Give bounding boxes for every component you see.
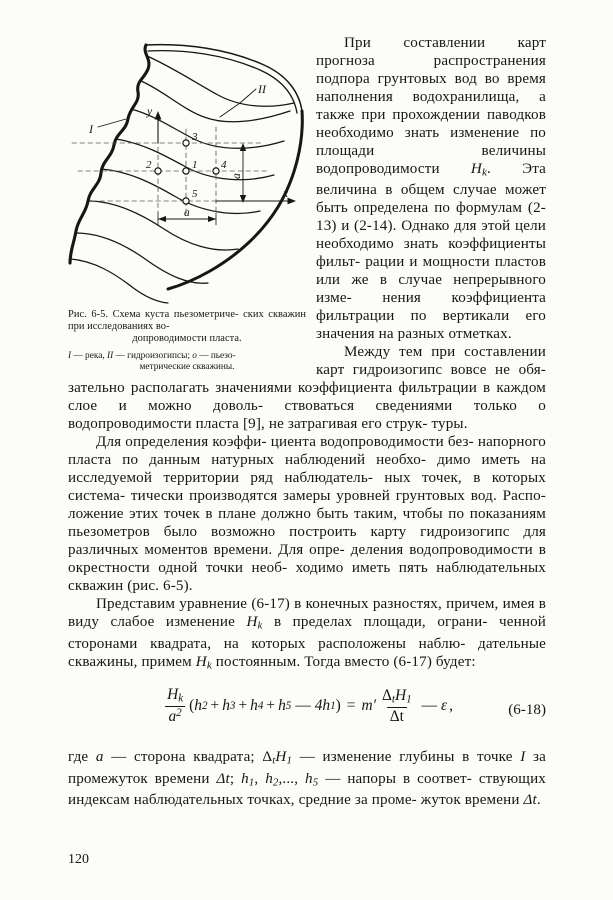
leader-line-river <box>98 119 126 127</box>
figure-caption <box>68 309 306 345</box>
lhs-den-a-sup: 2 <box>176 707 182 720</box>
p3-line-17: окрестности одной точки необ- <box>68 560 288 577</box>
equation-rhs-fraction <box>379 688 415 725</box>
eq-h2-sub: 2 <box>201 700 208 713</box>
equation-block <box>68 685 546 739</box>
p2-line-7: туры. <box>431 416 468 433</box>
eq-minus-2: — <box>421 697 437 715</box>
p5-line-1a: где <box>68 749 96 766</box>
well-marker-4 <box>213 168 219 174</box>
p3-line-14: гидроизогипс для различных <box>68 524 546 559</box>
p5-point-I: I <box>520 749 526 766</box>
well-marker-5 <box>183 198 189 204</box>
p5-line-2b: ; <box>229 770 242 787</box>
p2-line-4: ствоваться сведениями только <box>284 398 517 415</box>
eq-m-prime: m′ <box>361 697 376 715</box>
variable-Hk-3-subscript: k <box>206 659 212 672</box>
p3-line-6: территории ряд наблюдатель- <box>163 470 374 487</box>
caption-line-2: ских скважин при исследованиях во- <box>68 309 307 332</box>
equation-number: (6-18) <box>508 702 546 719</box>
rhs-num-H: H <box>394 686 407 704</box>
lhs-numerator <box>164 687 186 706</box>
eq-h3-sub: 3 <box>229 700 236 713</box>
p5-delta: Δ <box>262 749 273 766</box>
rhs-den-dt: Δt <box>389 707 404 725</box>
p3-line-2: циента водопроводимости без- <box>270 434 474 451</box>
equation-lhs-fraction <box>164 687 186 725</box>
p1-line-8: нения коэффициента фильтрации по вертикали его значения на <box>316 290 546 343</box>
variable-Hk-2-subscript: k <box>257 619 263 632</box>
p1-line-4a: площади величины водопроводимости <box>316 143 546 177</box>
p3-line-13: возможно построить карту <box>211 524 407 541</box>
p1-line-7: рации и мощности пластов или же в случае непрерывного изме- <box>316 254 546 307</box>
p3-line-4: натурных наблюдений необхо- <box>211 452 427 469</box>
figure-6-5 <box>68 37 306 373</box>
p5-line-1c: — изменение глубины в точке <box>292 749 521 766</box>
dim-v-arrow-top <box>240 143 246 151</box>
p4-line-2a: имея в виду слабое изменение <box>68 596 547 631</box>
figure-image <box>68 37 306 305</box>
p1-line-5: случае может быть определена по формулам (2-13) и (2-14). <box>316 182 546 235</box>
axis-y-arrowhead <box>155 111 162 120</box>
leader-line-hydroisohypse-b <box>220 103 240 117</box>
legend-text-river: — река, <box>71 351 107 361</box>
p5-h1-sub: 1 <box>248 775 255 788</box>
label-well-5: 5 <box>192 188 198 200</box>
p2-line-3: в каждом слое и можно доволь- <box>68 380 546 415</box>
leader-line-hydroisohypse-a <box>240 89 256 103</box>
rhs-num-H-sub: 1 <box>406 693 412 706</box>
p5-line-2c: , <box>254 770 266 787</box>
p1-line-4b: . Эта величина в общем <box>316 161 546 199</box>
label-well-3: 3 <box>192 131 198 143</box>
piezometer-cluster-diagram <box>68 37 306 305</box>
lhs-num-H: H <box>167 686 179 704</box>
p2-line-1: Между тем при составлении карт гидроизогипс вовсе не обя- <box>316 344 546 379</box>
caption-line-1: Рис. 6-5. Схема куста пьезометриче- <box>68 309 239 320</box>
contour-line-3 <box>131 109 284 148</box>
p4-line-2b: в пределах площади, ограни- <box>262 614 488 631</box>
p4-line-5: (6-17) будет: <box>393 653 476 670</box>
label-axis-x: x <box>283 188 289 200</box>
legend-line-1 <box>68 351 306 362</box>
p5-h5: h <box>305 770 313 787</box>
area-boundary-inner <box>148 51 297 113</box>
axis-x-arrowhead <box>288 198 297 205</box>
p5-line-4b: . <box>536 791 541 808</box>
p2-line-2: зательно располагать значениями коэффициента фильтрации <box>68 380 477 397</box>
p5-delta-sub: t <box>272 754 276 767</box>
label-dim-vertical: a <box>231 173 243 179</box>
eq-4h1: 4h <box>314 697 331 715</box>
p3-line-10: ложение этих точек в плане <box>68 506 256 523</box>
p5-dt-1: Δt <box>216 770 230 787</box>
eq-equals: = <box>346 697 356 715</box>
p4-line-1: Представим уравнение (6-17) в конечных разностях, причем, <box>96 596 499 613</box>
contour-line-6 <box>88 201 238 250</box>
p5-line-2e: — напоры в соответ- <box>318 770 472 787</box>
label-well-2: 2 <box>146 159 152 171</box>
label-hydroisohypse: II <box>258 82 266 96</box>
area-boundary-outer <box>146 45 302 111</box>
lhs-den-a: a <box>168 708 177 726</box>
p5-H1-sub: 1 <box>286 754 293 767</box>
p4-line-4b: постоянным. Тогда вместо <box>211 653 390 670</box>
dim-v-arrow-bottom <box>240 195 246 203</box>
variable-Hk-3: H <box>195 653 207 670</box>
legend-text-well: — пьезо- <box>196 351 236 361</box>
eq-plus-2: + <box>238 697 248 715</box>
p3-line-1: Для определения коэффи- <box>96 434 267 451</box>
p1-line-3: при прохождении паводков необходимо знать изменение по <box>316 107 546 141</box>
p3-line-11: должно быть таким, чтобы по <box>261 506 465 523</box>
p3-line-18: ходимо иметь пять наблюдательных скважин (рис. 6-5). <box>68 560 546 595</box>
p1-line-1: При составлении карт прогноза распространения подпора <box>316 35 546 87</box>
well-marker-2 <box>155 168 161 174</box>
legend-symbol-well: o <box>192 351 197 361</box>
legend-text-hydroisohypse: — гидроизогипсы; <box>113 351 193 361</box>
caption-line-3: допроводимости пласта. <box>132 333 242 344</box>
p3-line-3: напорного пласта по данным <box>68 434 546 469</box>
eq-epsilon: ε <box>441 697 448 715</box>
label-well-4: 4 <box>221 159 227 171</box>
p5-line-2a: за промежуток времени <box>68 749 547 787</box>
paragraph-4 <box>68 595 546 674</box>
eq-h3: h <box>222 697 230 715</box>
p2-line-5: о водопроводимости пласта <box>68 398 546 433</box>
p5-h2-sub: 2 <box>272 775 279 788</box>
p5-h1: h <box>241 770 249 787</box>
lhs-denominator <box>165 706 184 725</box>
well-marker-1 <box>183 168 189 174</box>
rhs-num-delta: Δ <box>381 686 392 704</box>
p4-line-3: ченной сторонами квадрата, на которых расположены наблю- <box>68 614 546 652</box>
eq-h5-sub: 5 <box>285 700 292 713</box>
rhs-numerator <box>379 688 415 707</box>
variable-Hk-2: H <box>246 614 258 631</box>
eq-minus-1: — <box>295 697 311 715</box>
rhs-denominator <box>387 707 407 725</box>
contour-line-2 <box>141 81 290 122</box>
p5-line-1b: — сторона квадрата; <box>103 749 263 766</box>
p3-line-8: тически производятся замеры <box>130 488 331 505</box>
variable-Hk-1: H <box>470 161 482 177</box>
well-marker-3 <box>183 140 189 146</box>
p5-line-3: ствующих индексам наблюдательных точках, средние за проме- <box>68 770 546 808</box>
p5-line-2d: ,..., <box>278 770 306 787</box>
legend-symbol-river: I <box>68 351 72 361</box>
eq-h2: h <box>194 697 202 715</box>
p3-line-16: деления водопроводимости в <box>350 542 546 559</box>
p2-line-6: [9], не затрагивая его струк- <box>242 416 428 433</box>
variable-Hk-1-subscript: k <box>481 166 487 179</box>
dim-h-arrow-right <box>208 216 216 222</box>
equation-6-18 <box>161 687 453 725</box>
contour-line-8 <box>71 259 168 303</box>
eq-comma: , <box>449 697 453 715</box>
p1-line-2: грунтовых вод во время наполнения водохранилища, а также <box>316 71 546 123</box>
paragraph-3 <box>68 433 546 595</box>
page-number: 120 <box>68 852 89 867</box>
p3-line-7: ных точек, в которых система- <box>68 470 546 505</box>
figure-legend <box>68 351 306 373</box>
p3-line-5: димо иметь на исследуемой <box>68 452 546 487</box>
p4-line-4a: дательные скважины, примем <box>68 635 546 670</box>
p3-line-9: уровней грунтовых вод. Распо- <box>336 488 546 505</box>
page-content <box>68 34 546 809</box>
label-well-1: 1 <box>192 159 198 171</box>
eq-plus-3: + <box>266 697 276 715</box>
p3-line-15: моментов времени. Для опре- <box>144 542 345 559</box>
label-dim-horizontal: a <box>184 207 190 219</box>
p5-line-4a: жуток времени <box>420 791 524 808</box>
equation-paren-close: ) <box>335 697 341 715</box>
p5-dt-2: Δt <box>523 791 537 808</box>
p1-line-9: разных отметках. <box>397 326 512 343</box>
p5-h5-sub: 5 <box>312 775 319 788</box>
eq-h5: h <box>278 697 286 715</box>
p5-h2: h <box>265 770 273 787</box>
contour-line-7 <box>76 233 208 283</box>
p1-line-6: Однако для этой цели необходимо знать коэффициенты фильт- <box>316 218 546 271</box>
p5-H1: H <box>275 749 287 766</box>
eq-4h1-sub: 1 <box>330 700 336 713</box>
river-bank-line <box>70 45 149 263</box>
eq-h4: h <box>250 697 258 715</box>
rhs-num-delta-sub: t <box>391 693 395 706</box>
label-river: I <box>89 122 93 136</box>
dim-h-arrow-left <box>158 216 166 222</box>
contour-line-1 <box>147 56 294 106</box>
equation-paren-open: ( <box>189 697 195 715</box>
legend-line-2: метрические скважины. <box>139 362 235 372</box>
eq-h4-sub: 4 <box>257 700 264 713</box>
eq-plus-1: + <box>210 697 220 715</box>
lhs-num-H-sub: k <box>178 692 184 705</box>
paragraph-5 <box>68 748 546 809</box>
label-axis-y: y <box>147 106 153 118</box>
variable-a: a <box>95 749 104 766</box>
p3-line-12: показаниям пьезометров было <box>68 506 546 541</box>
legend-symbol-hydroisohypse: II <box>106 351 114 361</box>
